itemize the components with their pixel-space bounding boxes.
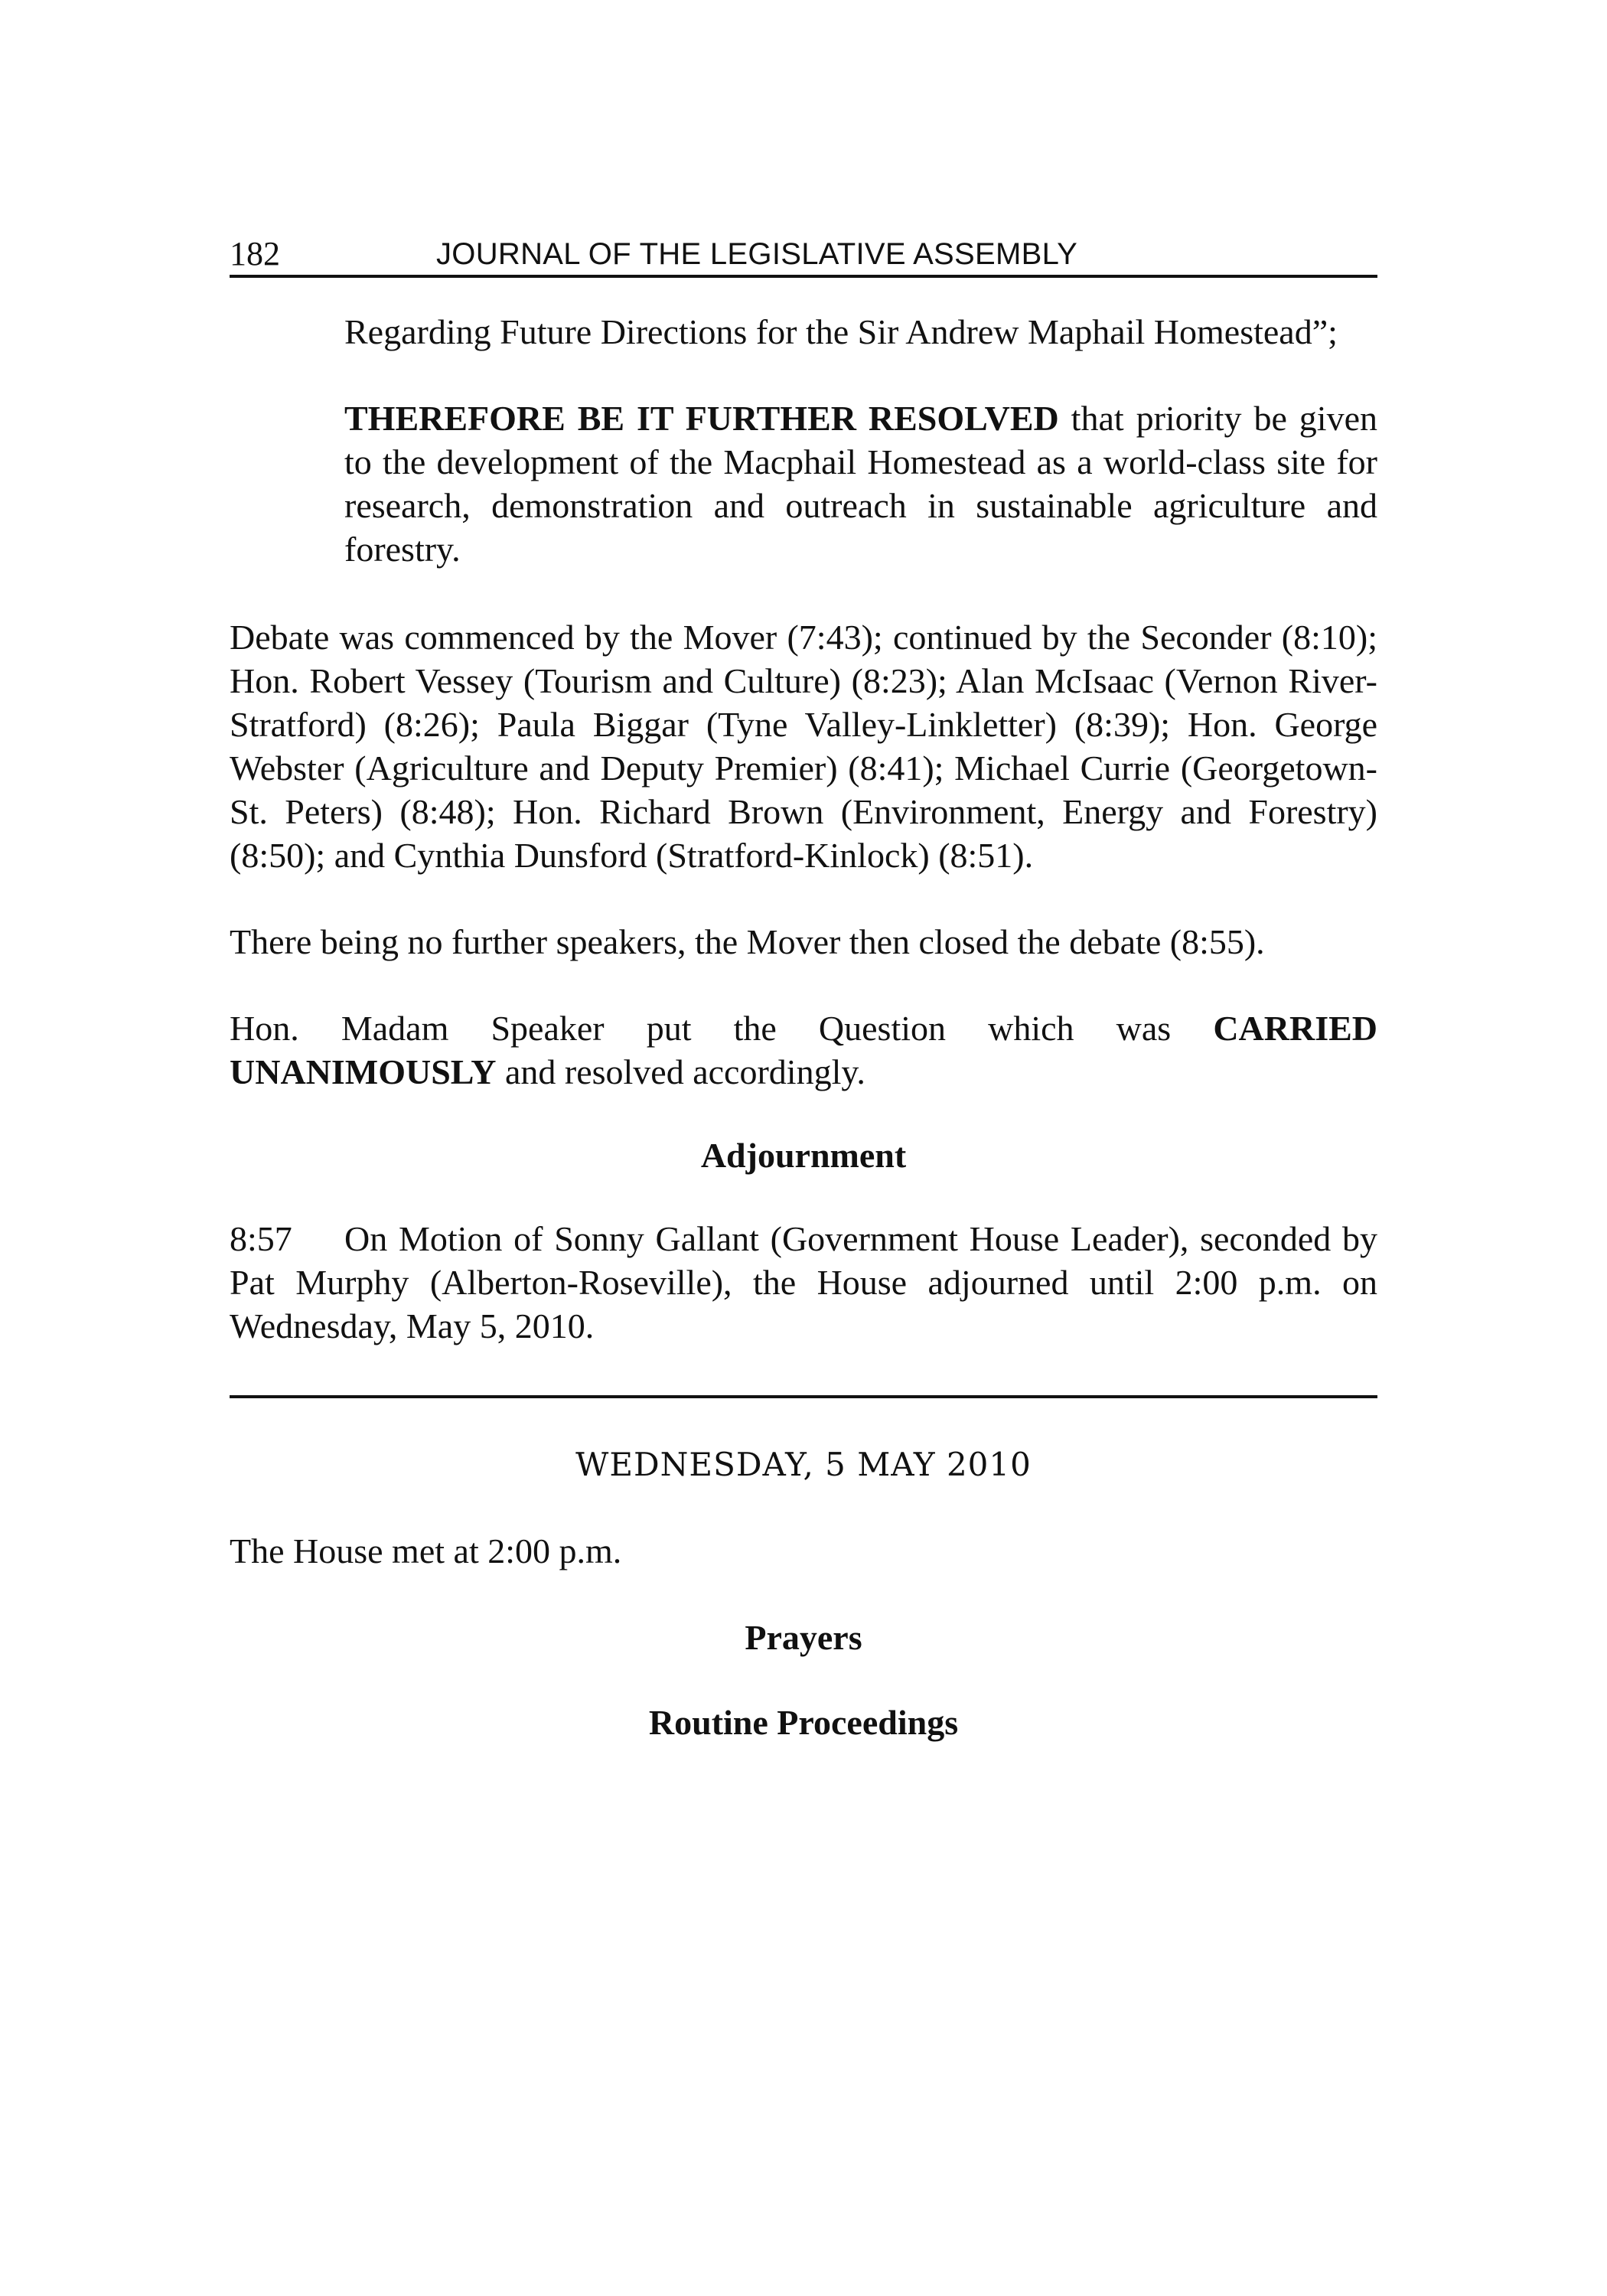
journal-page [230,226,1377,1744]
page-number: 182 [230,235,280,272]
question-result: CARRIED UNANIMOUSLY [230,1009,1377,1091]
adjournment-text: On Motion of Sonny Gallant (Government House Leader), seconded by Pat Murphy (Alberton-Roseville), the House adjourned until 2:00 p.m. on Wednesday, May 5, 2010. [230,1219,1377,1345]
resolved-text: that priority be given to the development of the Macphail Homestead as a world-class site for research, demonstration and outreach in sustainable agriculture and forestry. [344,399,1377,569]
routine-proceedings-heading: Routine Proceedings [648,1703,959,1742]
adjournment-time: 8:57 [230,1219,292,1258]
journal-title: JOURNAL OF THE LEGISLATIVE ASSEMBLY [436,237,1078,271]
question-tail: and resolved accordingly. [496,1052,865,1091]
resolution-continuation: Regarding Future Directions for the Sir Andrew Maphail Homestead”; [344,312,1338,351]
section-divider [230,1395,1377,1398]
adjournment-paragraph [230,1217,1377,1348]
debate-closed-paragraph: There being no further speakers, the Mover then closed the debate (8:55). [230,922,1265,961]
date-heading: WEDNESDAY, 5 MAY 2010 [575,1446,1032,1483]
house-met-paragraph: The House met at 2:00 p.m. [230,1531,622,1570]
question-paragraph [230,1006,1377,1094]
resolved-lead: THEREFORE BE IT FURTHER RESOLVED [344,399,1059,438]
page-body [230,310,1377,1348]
adjournment-heading: Adjournment [700,1136,907,1175]
debate-paragraph: Debate was commenced by the Mover (7:43); continued by the Seconder (8:10); Hon. Robert Vessey (Tourism and Culture) (8:23); Alan McIsaac (Vernon River-Stratford) (8:26); Paula Biggar (Tyne Valley-Linkletter) (8:39); Hon. George Webster (Agriculture and Deputy Premier) (8:41); Michael Currie (Georgetown-St. Peters) (8:48); Hon. Richard Brown (Environment, Energy and Forestry) (8:50); and Cynthia Dunsford (Stratford-Kinlock) (8:51). [230,618,1377,875]
further-resolved-paragraph [344,396,1377,571]
page-body-continued [230,1529,1377,1744]
prayers-heading: Prayers [745,1618,862,1657]
question-lead: Hon. Madam Speaker put the Question which was [230,1009,1214,1048]
page-header [230,226,1377,278]
